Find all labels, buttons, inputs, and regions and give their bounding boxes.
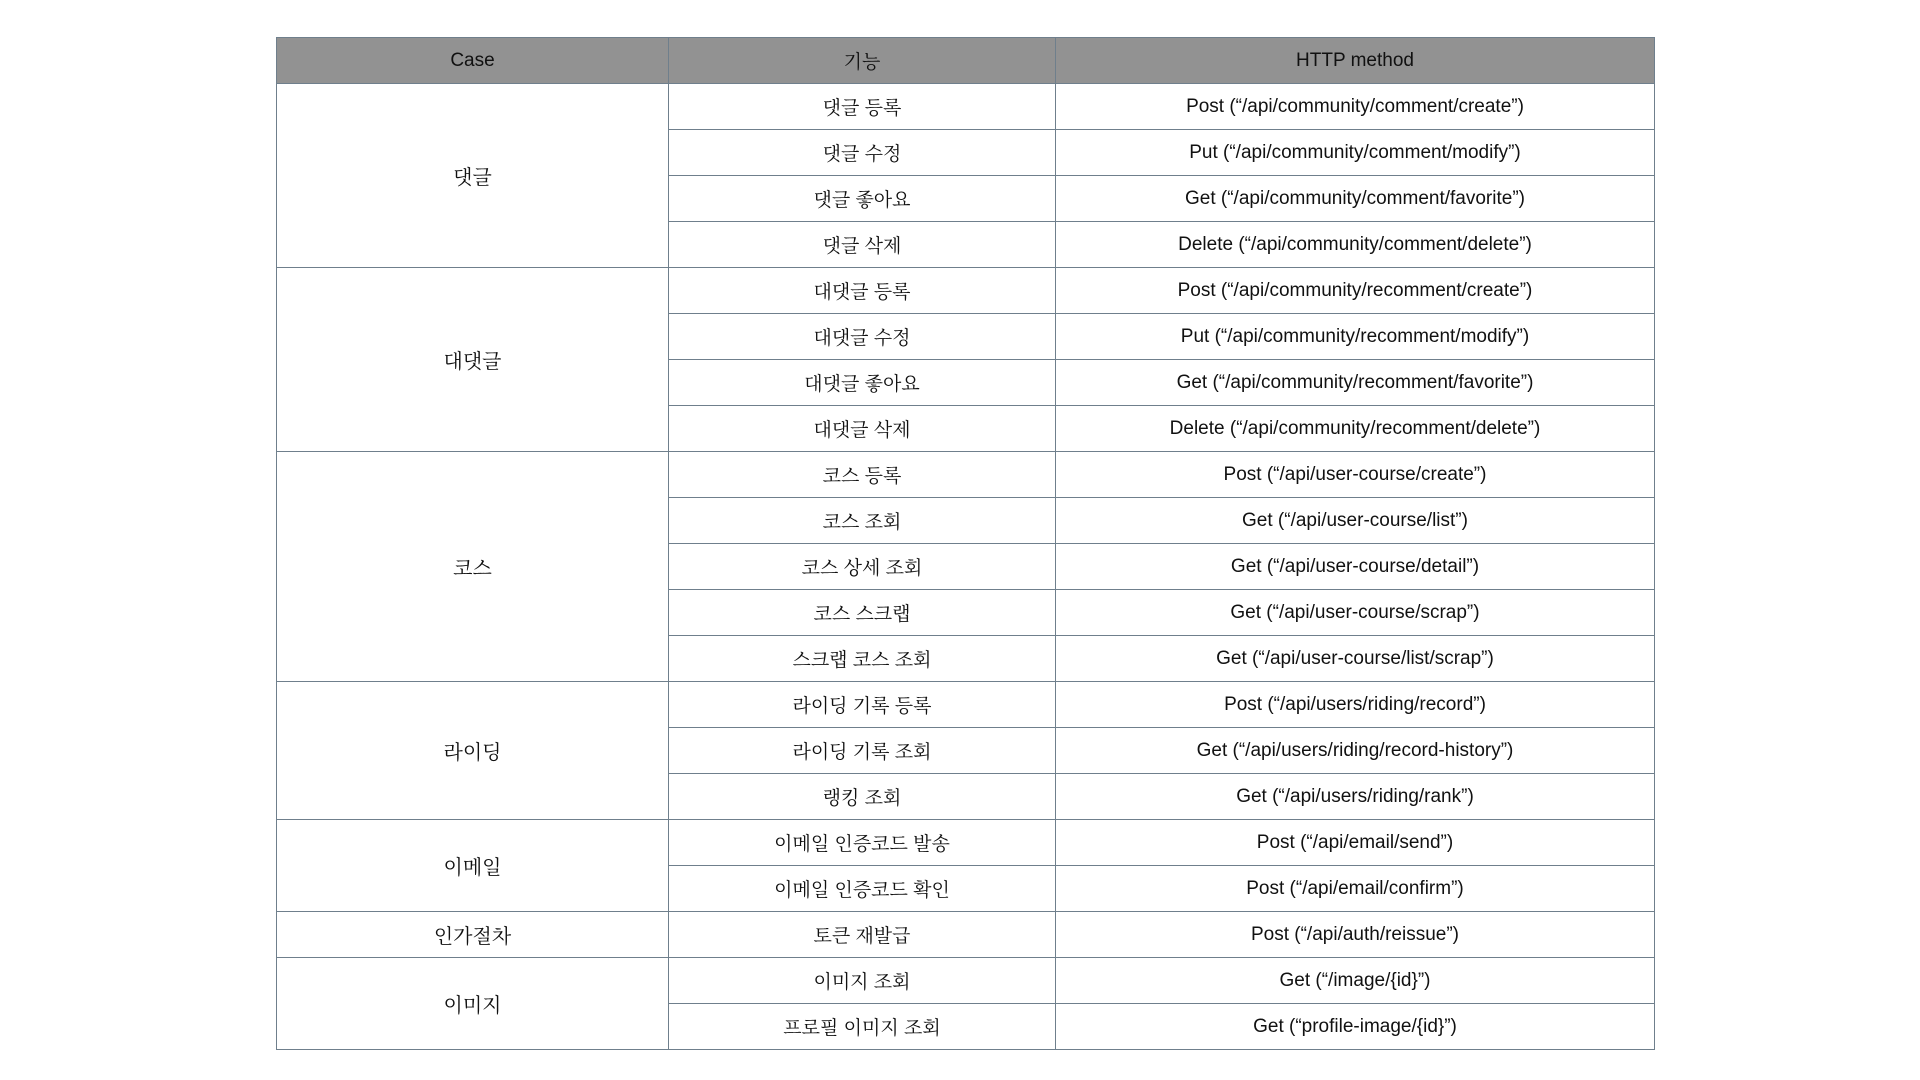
- case-cell: 이미지: [277, 958, 669, 1050]
- http-method-cell: Post (“/api/community/recomment/create”): [1056, 268, 1655, 314]
- feature-cell: 이메일 인증코드 확인: [669, 866, 1056, 912]
- feature-cell: 랭킹 조회: [669, 774, 1056, 820]
- http-method-cell: Post (“/api/auth/reissue”): [1056, 912, 1655, 958]
- table-header: [277, 38, 1655, 84]
- http-method-cell: Post (“/api/email/send”): [1056, 820, 1655, 866]
- http-method-cell: Delete (“/api/community/recomment/delete”): [1056, 406, 1655, 452]
- feature-cell: 스크랩 코스 조회: [669, 636, 1056, 682]
- http-method-cell: Post (“/api/email/confirm”): [1056, 866, 1655, 912]
- feature-cell: 토큰 재발급: [669, 912, 1056, 958]
- feature-cell: 댓글 삭제: [669, 222, 1056, 268]
- http-method-cell: Get (“/api/community/recomment/favorite”): [1056, 360, 1655, 406]
- case-cell: 라이딩: [277, 682, 669, 820]
- case-cell: 댓글: [277, 84, 669, 268]
- http-method-cell: Get (“/api/user-course/scrap”): [1056, 590, 1655, 636]
- header-http-method: HTTP method: [1056, 38, 1655, 84]
- http-method-cell: Get (“/api/users/riding/rank”): [1056, 774, 1655, 820]
- table-row: [277, 452, 1655, 498]
- http-method-cell: Get (“/api/community/comment/favorite”): [1056, 176, 1655, 222]
- feature-cell: 댓글 등록: [669, 84, 1056, 130]
- http-method-cell: Put (“/api/community/comment/modify”): [1056, 130, 1655, 176]
- http-method-cell: Get (“/api/user-course/detail”): [1056, 544, 1655, 590]
- table-row: [277, 268, 1655, 314]
- http-method-cell: Get (“/api/users/riding/record-history”): [1056, 728, 1655, 774]
- feature-cell: 라이딩 기록 등록: [669, 682, 1056, 728]
- http-method-cell: Post (“/api/user-course/create”): [1056, 452, 1655, 498]
- http-method-cell: Get (“/api/user-course/list/scrap”): [1056, 636, 1655, 682]
- http-method-cell: Delete (“/api/community/comment/delete”): [1056, 222, 1655, 268]
- case-cell: 대댓글: [277, 268, 669, 452]
- http-method-cell: Get (“/image/{id}”): [1056, 958, 1655, 1004]
- feature-cell: 댓글 수정: [669, 130, 1056, 176]
- feature-cell: 대댓글 좋아요: [669, 360, 1056, 406]
- http-method-cell: Post (“/api/community/comment/create”): [1056, 84, 1655, 130]
- http-method-cell: Put (“/api/community/recomment/modify”): [1056, 314, 1655, 360]
- case-cell: 인가절차: [277, 912, 669, 958]
- feature-cell: 대댓글 수정: [669, 314, 1056, 360]
- http-method-cell: Get (“profile-image/{id}”): [1056, 1004, 1655, 1050]
- feature-cell: 대댓글 삭제: [669, 406, 1056, 452]
- feature-cell: 프로필 이미지 조회: [669, 1004, 1056, 1050]
- feature-cell: 코스 조회: [669, 498, 1056, 544]
- table-row: [277, 820, 1655, 866]
- table-row: [277, 912, 1655, 958]
- feature-cell: 이메일 인증코드 발송: [669, 820, 1056, 866]
- feature-cell: 댓글 좋아요: [669, 176, 1056, 222]
- feature-cell: 코스 스크랩: [669, 590, 1056, 636]
- table-row: [277, 682, 1655, 728]
- feature-cell: 코스 상세 조회: [669, 544, 1056, 590]
- table-row: [277, 958, 1655, 1004]
- feature-cell: 라이딩 기록 조회: [669, 728, 1056, 774]
- table-row: [277, 84, 1655, 130]
- feature-cell: 대댓글 등록: [669, 268, 1056, 314]
- header-case: Case: [277, 38, 669, 84]
- api-table-container: [276, 37, 1654, 1050]
- table-body: [277, 84, 1655, 1050]
- feature-cell: 이미지 조회: [669, 958, 1056, 1004]
- header-feature: 기능: [669, 38, 1056, 84]
- feature-cell: 코스 등록: [669, 452, 1056, 498]
- case-cell: 코스: [277, 452, 669, 682]
- http-method-cell: Get (“/api/user-course/list”): [1056, 498, 1655, 544]
- api-endpoint-table: [276, 37, 1655, 1050]
- header-row: [277, 38, 1655, 84]
- http-method-cell: Post (“/api/users/riding/record”): [1056, 682, 1655, 728]
- case-cell: 이메일: [277, 820, 669, 912]
